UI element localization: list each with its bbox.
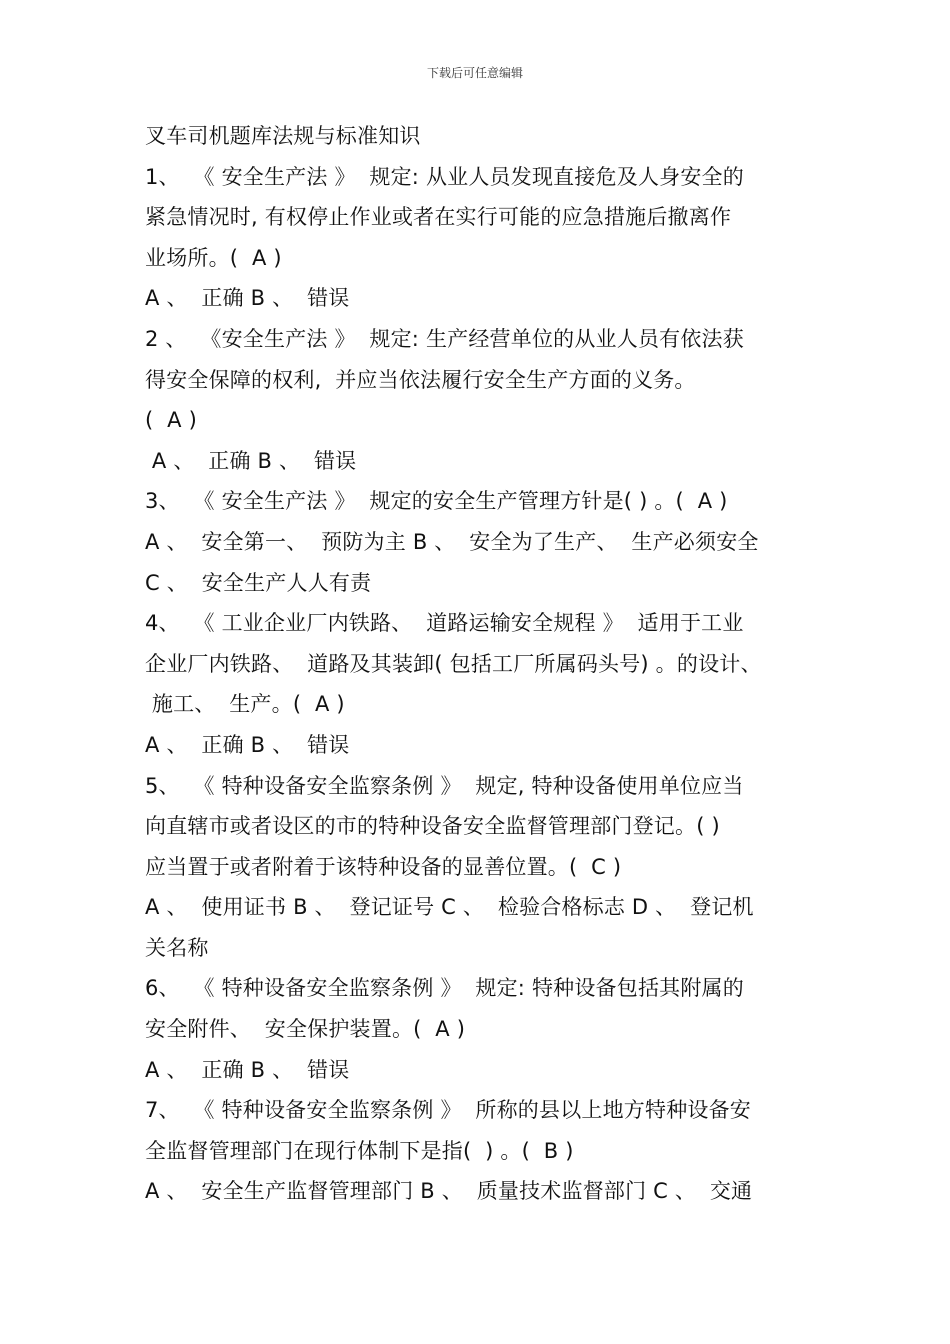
text-line: 应当置于或者附着于该特种设备的显善位置。( C ) xyxy=(145,854,622,879)
text-line: A 、 正确 B 、 错误 xyxy=(145,448,357,473)
text-line: A 、 正确 B 、 错误 xyxy=(145,732,350,757)
text-line: 业场所。( A ) xyxy=(145,245,282,270)
text-line: 5、 《 特种设备安全监察条例 》 规定, 特种设备使用单位应当 xyxy=(145,773,744,798)
text-line: A 、 使用证书 B 、 登记证号 C 、 检验合格标志 D 、 登记机 xyxy=(145,895,754,920)
text-line: C 、 安全生产人人有责 xyxy=(145,570,372,595)
text-line: A 、 正确 B 、 错误 xyxy=(145,1057,350,1082)
text-line: 向直辖市或者设区的市的特种设备安全监督管理部门登记。( ) xyxy=(145,814,720,839)
text-line: 得安全保障的权利, 并应当依法履行安全生产方面的义务。 xyxy=(145,367,696,392)
document-title: 叉车司机题库法规与标准知识 xyxy=(145,124,421,148)
text-line: 施工、 生产。( A ) xyxy=(145,692,345,717)
text-line: 2 、 《安全生产法 》 规定: 生产经营单位的从业人员有依法获 xyxy=(145,326,744,351)
text-line: 1、 《 安全生产法 》 规定: 从业人员发现直接危及人身安全的 xyxy=(145,164,744,189)
page-header: 下载后可任意编辑 xyxy=(426,66,523,80)
text-line: 7、 《 特种设备安全监察条例 》 所称的县以上地方特种设备安 xyxy=(145,1098,752,1123)
text-line: 6、 《 特种设备安全监察条例 》 规定: 特种设备包括其附属的 xyxy=(145,976,744,1001)
document-body xyxy=(145,116,835,1212)
text-line: A 、 正确 B 、 错误 xyxy=(145,286,350,311)
text-line: 4、 《 工业企业厂内铁路、 道路运输安全规程 》 适用于工业 xyxy=(145,611,744,636)
text-line: A 、 安全第一、 预防为主 B 、 安全为了生产、 生产必须安全 xyxy=(145,529,759,554)
text-line: 3、 《 安全生产法 》 规定的安全生产管理方针是( ) 。( A ) xyxy=(145,489,728,514)
text-line: ( A ) xyxy=(145,408,197,433)
text-line: A 、 安全生产监督管理部门 B 、 质量技术监督部门 C 、 交通 xyxy=(145,1179,753,1204)
text-line: 紧急情况时, 有权停止作业或者在实行可能的应急措施后撤离作 xyxy=(145,205,732,230)
text-line: 全监督管理部门在现行体制下是指( ) 。( B ) xyxy=(145,1138,574,1163)
text-line: 关名称 xyxy=(145,935,209,960)
text-line: 安全附件、 安全保护装置。( A ) xyxy=(145,1017,466,1042)
text-line: 企业厂内铁路、 道路及其装卸( 包括工厂所属码头号) 。的设计、 xyxy=(145,651,762,676)
